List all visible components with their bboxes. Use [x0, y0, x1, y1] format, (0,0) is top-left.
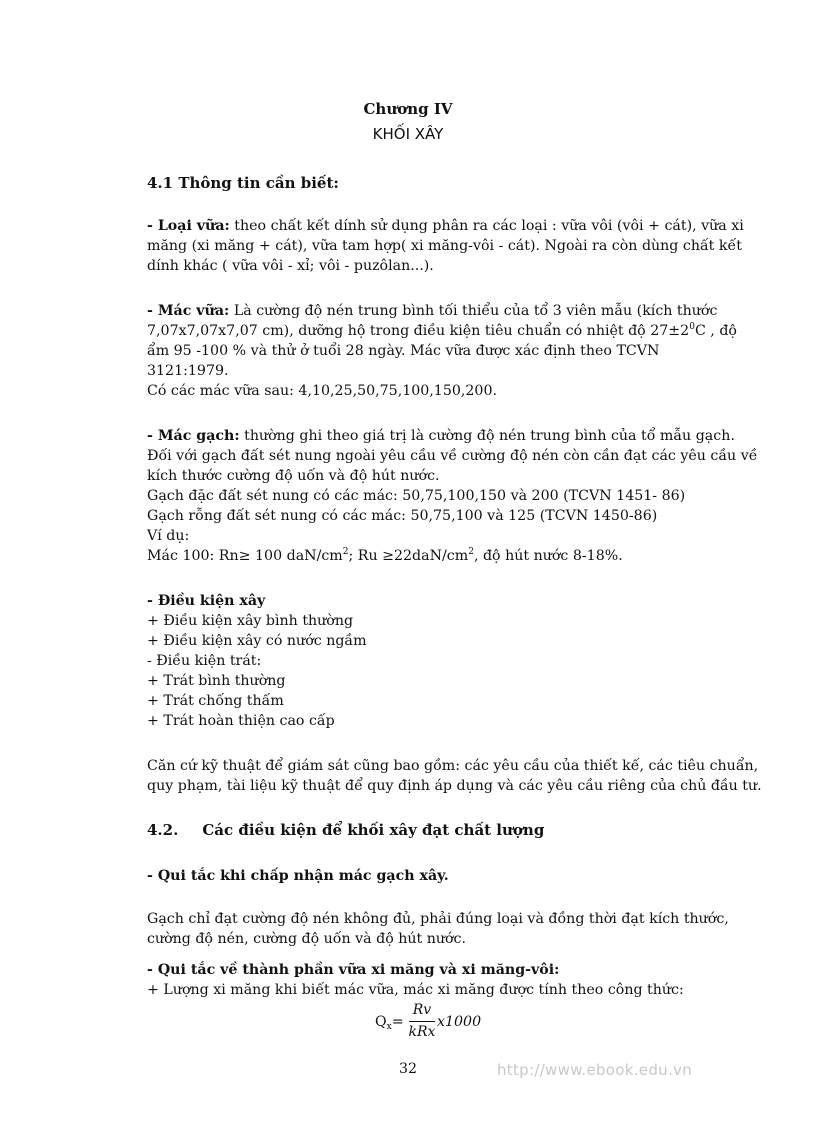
- formula-factor-text: x1000: [437, 1014, 482, 1030]
- mac-gach-line-6: Ví dụ:: [147, 528, 190, 544]
- dieu-kien-item-2: + Điều kiện xây có nước ngầm: [147, 633, 367, 649]
- mac-vua-text-2a: 7,07x7,07x7,07 cm), dưỡng hộ trong điều kiện tiêu chuẩn có nhiệt độ 27±2: [147, 323, 690, 339]
- dieu-kien-item-4: + Trát bình thường: [147, 673, 286, 689]
- loai-vua-text-1: theo chất kết dính sử dụng phân ra các loại : vữa vôi (vôi + cát), vữa xi: [234, 218, 744, 234]
- dieu-kien-item-1: + Điều kiện xây bình thường: [147, 613, 354, 629]
- mac-gach-line-4: Gạch đặc đất sét nung có các mác: 50,75,100,150 và 200 (TCVN 1451- 86): [147, 488, 686, 504]
- dieu-kien-item-6: + Trát hoàn thiện cao cấp: [147, 713, 335, 729]
- mac-vua-line-1: [147, 301, 717, 321]
- section-4-2-number: 4.2.: [147, 821, 179, 839]
- page-number: 32: [398, 1061, 418, 1077]
- formula-denominator: kRx: [408, 1024, 436, 1040]
- mac-vua-line-5: Có các mác vữa sau: 4,10,25,50,75,100,150,200.: [147, 383, 497, 399]
- watermark: http://www.ebook.edu.vn: [497, 1061, 693, 1079]
- dieu-kien-item-5: + Trát chống thấm: [147, 693, 284, 709]
- formula-fraction-bar: [409, 1021, 435, 1022]
- degree-superscript: 0: [689, 322, 695, 332]
- mac-vua-label: - Mác vữa:: [147, 303, 230, 319]
- loai-vua-line-3: dính khác ( vữa vôi - xỉ; vôi - puzôlan...).: [147, 258, 434, 274]
- mac-gach-line-1: [147, 426, 735, 446]
- chapter-title: KHỐI XÂY: [372, 125, 444, 143]
- section-4-1-heading: 4.1 Thông tin cần biết:: [147, 174, 339, 192]
- loai-vua-line-2: măng (xi măng + cát), vữa tam hợp( xi măng-vôi - cát). Ngoài ra còn dùng chất kết: [147, 238, 742, 254]
- squared-superscript-1: 2: [342, 547, 349, 557]
- chapter-number: Chương IV: [363, 100, 453, 118]
- mac-gach-label: - Mác gạch:: [147, 428, 240, 444]
- mac-gach-text-7a: Mác 100: Rn≥ 100 daN/cm: [147, 548, 343, 564]
- section-4-2-title: Các điều kiện để khối xây đạt chất lượng: [202, 821, 545, 839]
- qui-tac-2-heading: - Qui tắc về thành phần vữa xi măng và xi măng-vôi:: [147, 962, 560, 978]
- qui-tac-1-line-1: Gạch chỉ đạt cường độ nén không đủ, phải đúng loại và đồng thời đạt kích thước,: [147, 911, 729, 927]
- section-4-2-heading: [147, 820, 544, 840]
- formula-lhs: [375, 1012, 404, 1032]
- formula-lhs-subscript: x: [386, 1022, 392, 1032]
- squared-superscript-2: 2: [468, 547, 474, 557]
- mac-vua-text-1: Là cường độ nén trung bình tối thiểu của tổ 3 viên mẫu (kích thước: [233, 303, 718, 319]
- qui-tac-2-line-1: + Lượng xi măng khi biết mác vữa, mác xi măng được tính theo công thức:: [147, 982, 684, 998]
- formula-lhs-symbol: Q: [375, 1014, 387, 1030]
- mac-gach-line-2: Đối với gạch đất sét nung ngoài yêu cầu về cường độ nén còn cần đạt các yêu cầu về: [147, 448, 758, 464]
- mac-vua-line-4: 3121:1979.: [147, 363, 229, 379]
- mac-vua-line-2: [147, 321, 737, 341]
- dieu-kien-item-3: - Điều kiện trát:: [147, 653, 262, 669]
- mac-gach-text-7c: , độ hút nước 8-18%.: [473, 548, 623, 564]
- qui-tac-1-line-2: cường độ nén, cường độ uốn và độ hút nước.: [147, 931, 467, 947]
- mac-gach-line-5: Gạch rỗng đất sét nung có các mác: 50,75,100 và 125 (TCVN 1450-86): [147, 508, 658, 524]
- formula-numerator: Rv: [412, 1002, 432, 1018]
- can-cu-line-2: quy phạm, tài liệu kỹ thuật để quy định áp dụng và các yêu cầu riêng của chủ đầu tư.: [147, 778, 762, 794]
- mac-gach-text-7b: ; Ru ≥22daN/cm: [348, 548, 469, 564]
- can-cu-line-1: Căn cứ kỹ thuật để giám sát cũng bao gồm: các yêu cầu của thiết kế, các tiêu chuẩn,: [147, 758, 759, 774]
- mac-vua-line-3: ẩm 95 -100 % và thử ở tuổi 28 ngày. Mác vữa được xác định theo TCVN: [147, 343, 660, 359]
- loai-vua-line-1: [147, 216, 744, 236]
- formula-factor: [437, 1012, 481, 1032]
- formula-equals: =: [391, 1014, 404, 1030]
- mac-gach-line-3: kích thước cường độ uốn và độ hút nước.: [147, 468, 440, 484]
- qui-tac-1-heading: - Qui tắc khi chấp nhận mác gạch xây.: [147, 868, 449, 884]
- mac-gach-text-1: thường ghi theo giá trị là cường độ nén trung bình của tổ mẫu gạch.: [244, 428, 735, 444]
- loai-vua-label: - Loại vữa:: [147, 218, 230, 234]
- mac-gach-line-7: [147, 546, 623, 566]
- dieu-kien-heading: - Điều kiện xây: [147, 593, 266, 609]
- mac-vua-text-2b: C , độ: [694, 323, 737, 339]
